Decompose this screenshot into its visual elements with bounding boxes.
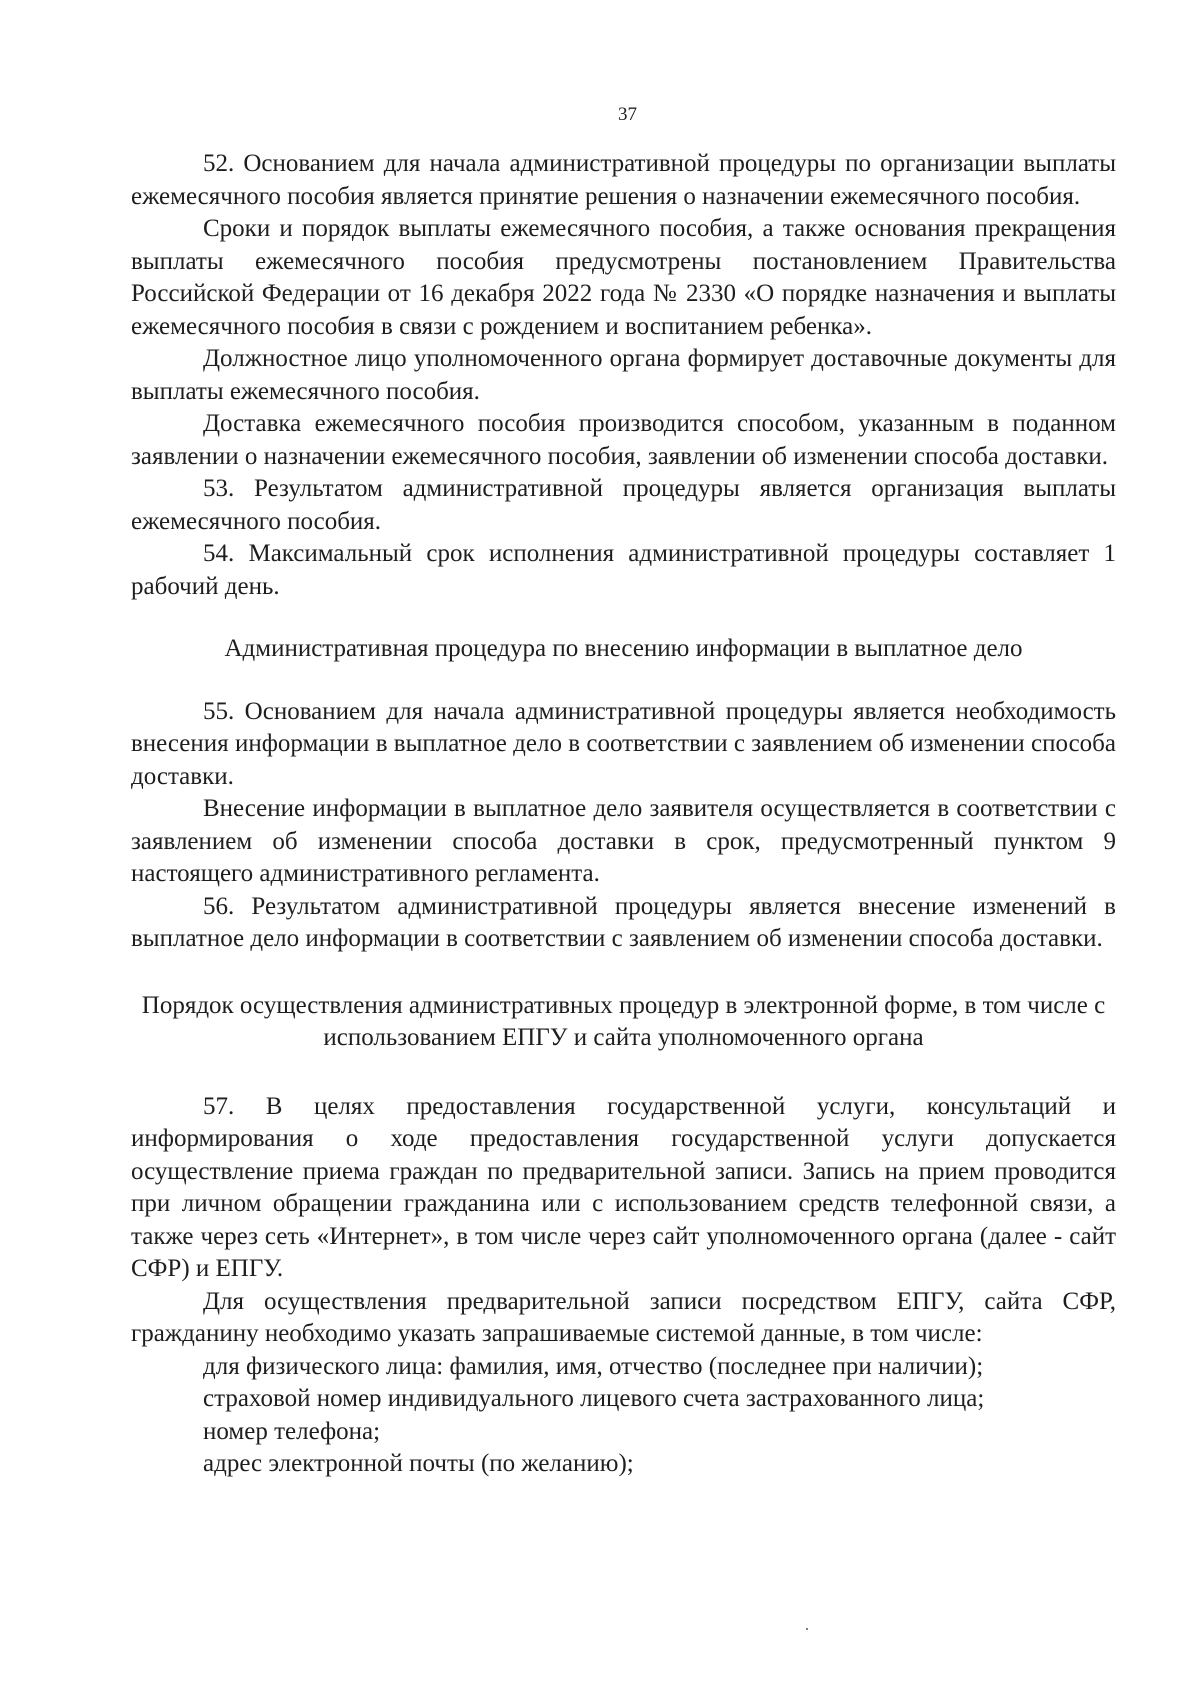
paragraph-56: 56. Результатом административной процедуры является внесение изменений в выплатное дело информации в соответствии с заявлением об изменении способа доставки.: [131, 892, 1116, 952]
paragraph-payment-terms: Сроки и порядок выплаты ежемесячного пособия, а также основания прекращения выплаты ежемесячного пособия предусмотрены постановлением Правительства Российской Федерации от 16 декабря 2022 года № 2330 «О порядке назначения и выплаты ежемесячного пособия в связи с рождением и воспитанием ребенка».: [131, 215, 1116, 340]
paragraph-info-entry: Внесение информации в выплатное дело заявителя осуществляется в соответствии с заявлением об изменении способа доставки в срок, предусмотренный пунктом 9 настоящего административного регламента.: [131, 795, 1116, 887]
paragraph-55: 55. Основанием для начала административной процедуры является необходимость внесения информации в выплатное дело в соответствии с заявлением об изменении способа доставки.: [131, 697, 1116, 790]
paragraph-54: 54. Максимальный срок исполнения административной процедуры составляет 1 рабочий день.: [131, 540, 1116, 600]
list-item-email: адрес электронной почты (по желанию);: [203, 1450, 634, 1477]
page-number: 37: [618, 104, 637, 125]
paragraph-delivery-documents: Должностное лицо уполномоченного органа формирует доставочные документы для выплаты ежемесячного пособия.: [131, 345, 1116, 405]
paragraph-delivery-method: Доставка ежемесячного пособия производится способом, указанным в поданном заявлении о назначении ежемесячного пособия, заявлении об изменении способа доставки.: [131, 410, 1116, 470]
list-item-phone: номер телефона;: [203, 1417, 381, 1445]
list-item-full-name: для физического лица: фамилия, имя, отчество (последнее при наличии);: [203, 1352, 984, 1380]
paragraph-preregistration: Для осуществления предварительной записи посредством ЕПГУ, сайта СФР, гражданину необходимо указать запрашиваемые системой данные, в том числе:: [131, 1287, 1116, 1347]
paragraph-53: 53. Результатом административной процедуры является организация выплаты ежемесячного пособия.: [131, 475, 1116, 535]
section-heading-payment-file: Административная процедура по внесению информации в выплатное дело: [224, 635, 1023, 662]
section-heading-electronic-form: Порядок осуществления административных процедур в электронной форме, в том числе с использованием ЕПГУ и сайта уполномоченного органа: [141, 991, 1106, 1051]
list-item-snils: страховой номер индивидуального лицевого счета застрахованного лица;: [203, 1385, 985, 1412]
scan-artifact-dot: [806, 1628, 808, 1630]
paragraph-57: 57. В целях предоставления государственной услуги, консультаций и информирования о ходе предоставления государственной услуги допускается осуществление приема граждан по предварительной записи. Запись на прием проводится при личном обращении гражданина или с использованием средств телефонной связи, а также через сеть «Интернет», в том числе через сайт уполномоченного органа (далее - сайт СФР) и ЕПГУ.: [131, 1092, 1116, 1282]
paragraph-52: 52. Основанием для начала административной процедуры по организации выплаты ежемесячного пособия является принятие решения о назначении ежемесячного пособия.: [131, 150, 1116, 210]
